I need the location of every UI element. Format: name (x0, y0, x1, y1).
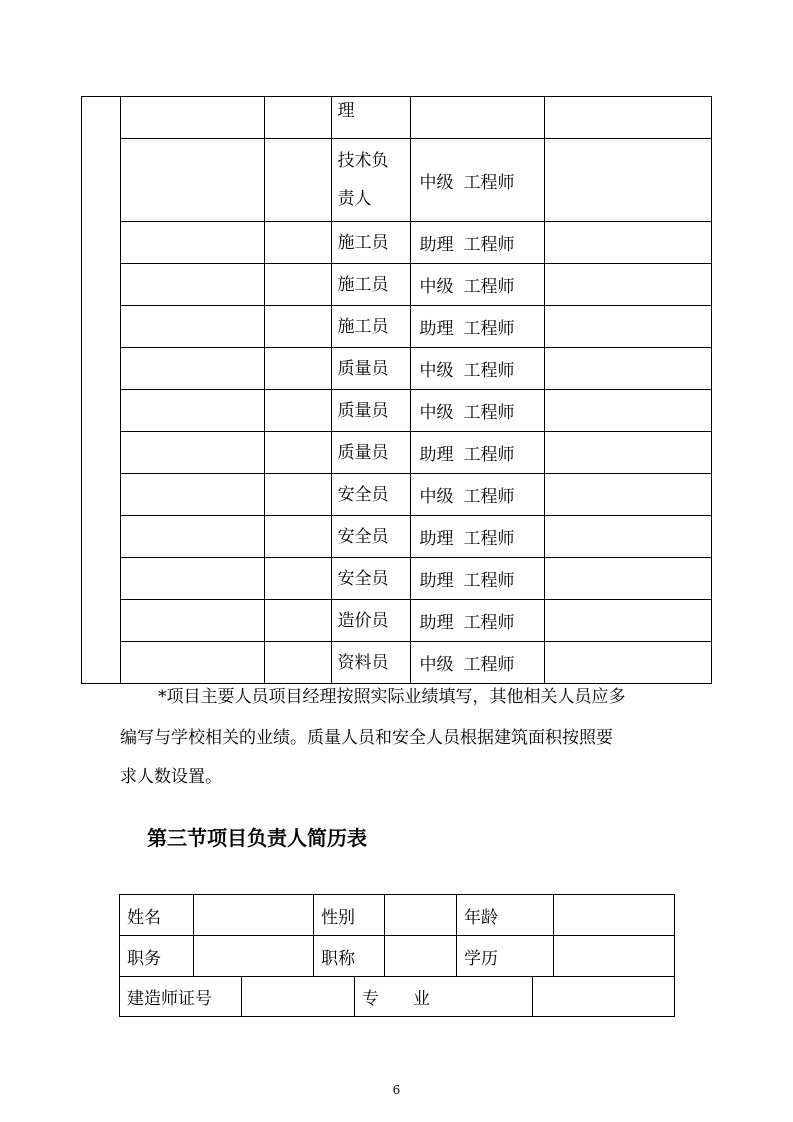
name-cell (120, 390, 264, 432)
table-row (82, 600, 712, 642)
title-cell: 中级 工程师 (411, 474, 545, 516)
name-cell (120, 474, 264, 516)
table-row (82, 97, 712, 139)
remark-cell (545, 139, 712, 222)
title-cell: 中级 工程师 (411, 264, 545, 306)
resume-table-cert-row (119, 976, 675, 1017)
gender-cell (264, 348, 331, 390)
role-cell: 技术负责人 (331, 139, 411, 222)
title-cell (411, 97, 545, 139)
table-row (82, 558, 712, 600)
staff-table (81, 96, 712, 684)
gender-cell (264, 97, 331, 139)
name-cell (120, 600, 264, 642)
name-cell (120, 516, 264, 558)
title-cell: 助理 工程师 (411, 558, 545, 600)
table-row (82, 474, 712, 516)
role-cell: 安全员 (331, 474, 411, 516)
remark-cell (545, 264, 712, 306)
cert-value (242, 976, 355, 1017)
name-cell (120, 558, 264, 600)
title-cell: 中级 工程师 (411, 390, 545, 432)
table-row (82, 432, 712, 474)
remark-cell (545, 558, 712, 600)
role-cell: 施工员 (331, 222, 411, 264)
name-cell (120, 432, 264, 474)
gender-cell (264, 222, 331, 264)
gender-cell (264, 139, 331, 222)
table-row (82, 139, 712, 222)
role-cell: 理 (331, 97, 411, 139)
role-cell: 质量员 (331, 348, 411, 390)
role-cell: 安全员 (331, 516, 411, 558)
gender-cell (264, 390, 331, 432)
major-label: 专 业 (355, 976, 533, 1017)
remark-cell (545, 600, 712, 642)
page-number: 6 (392, 1083, 401, 1097)
table-row (82, 264, 712, 306)
left-merged-cell (82, 97, 121, 684)
role-cell: 质量员 (331, 432, 411, 474)
gender-cell (264, 432, 331, 474)
table-row (82, 516, 712, 558)
resume-table (119, 894, 675, 977)
gender-value (385, 895, 457, 936)
remark-cell (545, 474, 712, 516)
remark-cell (545, 306, 712, 348)
section-title: 第三节项目负责人简历表 (147, 826, 367, 850)
age-value (554, 895, 675, 936)
age-label: 年龄 (457, 895, 554, 936)
title-cell: 助理 工程师 (411, 516, 545, 558)
role-cell: 施工员 (331, 264, 411, 306)
gender-cell (264, 474, 331, 516)
gender-cell (264, 600, 331, 642)
name-cell (120, 222, 264, 264)
remark-cell (545, 516, 712, 558)
title-cell: 助理 工程师 (411, 432, 545, 474)
table-row (120, 976, 675, 1017)
position-label: 职务 (120, 936, 194, 977)
remark-cell (545, 390, 712, 432)
name-cell (120, 139, 264, 222)
education-label: 学历 (457, 936, 554, 977)
role-cell: 资料员 (331, 642, 411, 684)
title-cell: 中级 工程师 (411, 642, 545, 684)
role-cell: 质量员 (331, 390, 411, 432)
name-cell (120, 264, 264, 306)
title-cell: 中级 工程师 (411, 139, 545, 222)
role-cell: 施工员 (331, 306, 411, 348)
gender-label: 性别 (314, 895, 385, 936)
table-row (120, 895, 675, 936)
remark-cell (545, 432, 712, 474)
table-row (82, 306, 712, 348)
remark-cell (545, 222, 712, 264)
remark-cell (545, 348, 712, 390)
major-value (533, 976, 675, 1017)
table-row (120, 936, 675, 977)
note-line-3: 求人数设置。 (120, 767, 222, 787)
title-cell: 助理 工程师 (411, 600, 545, 642)
note-line-1: *项目主要人员项目经理按照实际业绩填写，其他相关人员应多 (158, 687, 626, 707)
table-row (82, 348, 712, 390)
cert-label: 建造师证号 (120, 976, 242, 1017)
table-row (82, 222, 712, 264)
table-row (82, 390, 712, 432)
title-cell: 助理 工程师 (411, 306, 545, 348)
name-cell (120, 97, 264, 139)
name-label: 姓名 (120, 895, 194, 936)
title-cell: 中级 工程师 (411, 348, 545, 390)
gender-cell (264, 558, 331, 600)
role-cell: 安全员 (331, 558, 411, 600)
name-cell (120, 306, 264, 348)
position-value (194, 936, 314, 977)
education-value (554, 936, 675, 977)
gender-cell (264, 264, 331, 306)
note-line-2: 编写与学校相关的业绩。质量人员和安全人员根据建筑面积按照要 (120, 728, 613, 748)
name-cell (120, 348, 264, 390)
remark-cell (545, 97, 712, 139)
gender-cell (264, 516, 331, 558)
title-cell: 助理 工程师 (411, 222, 545, 264)
role-cell: 造价员 (331, 600, 411, 642)
title-value (385, 936, 457, 977)
gender-cell (264, 306, 331, 348)
name-value (194, 895, 314, 936)
title-label: 职称 (314, 936, 385, 977)
